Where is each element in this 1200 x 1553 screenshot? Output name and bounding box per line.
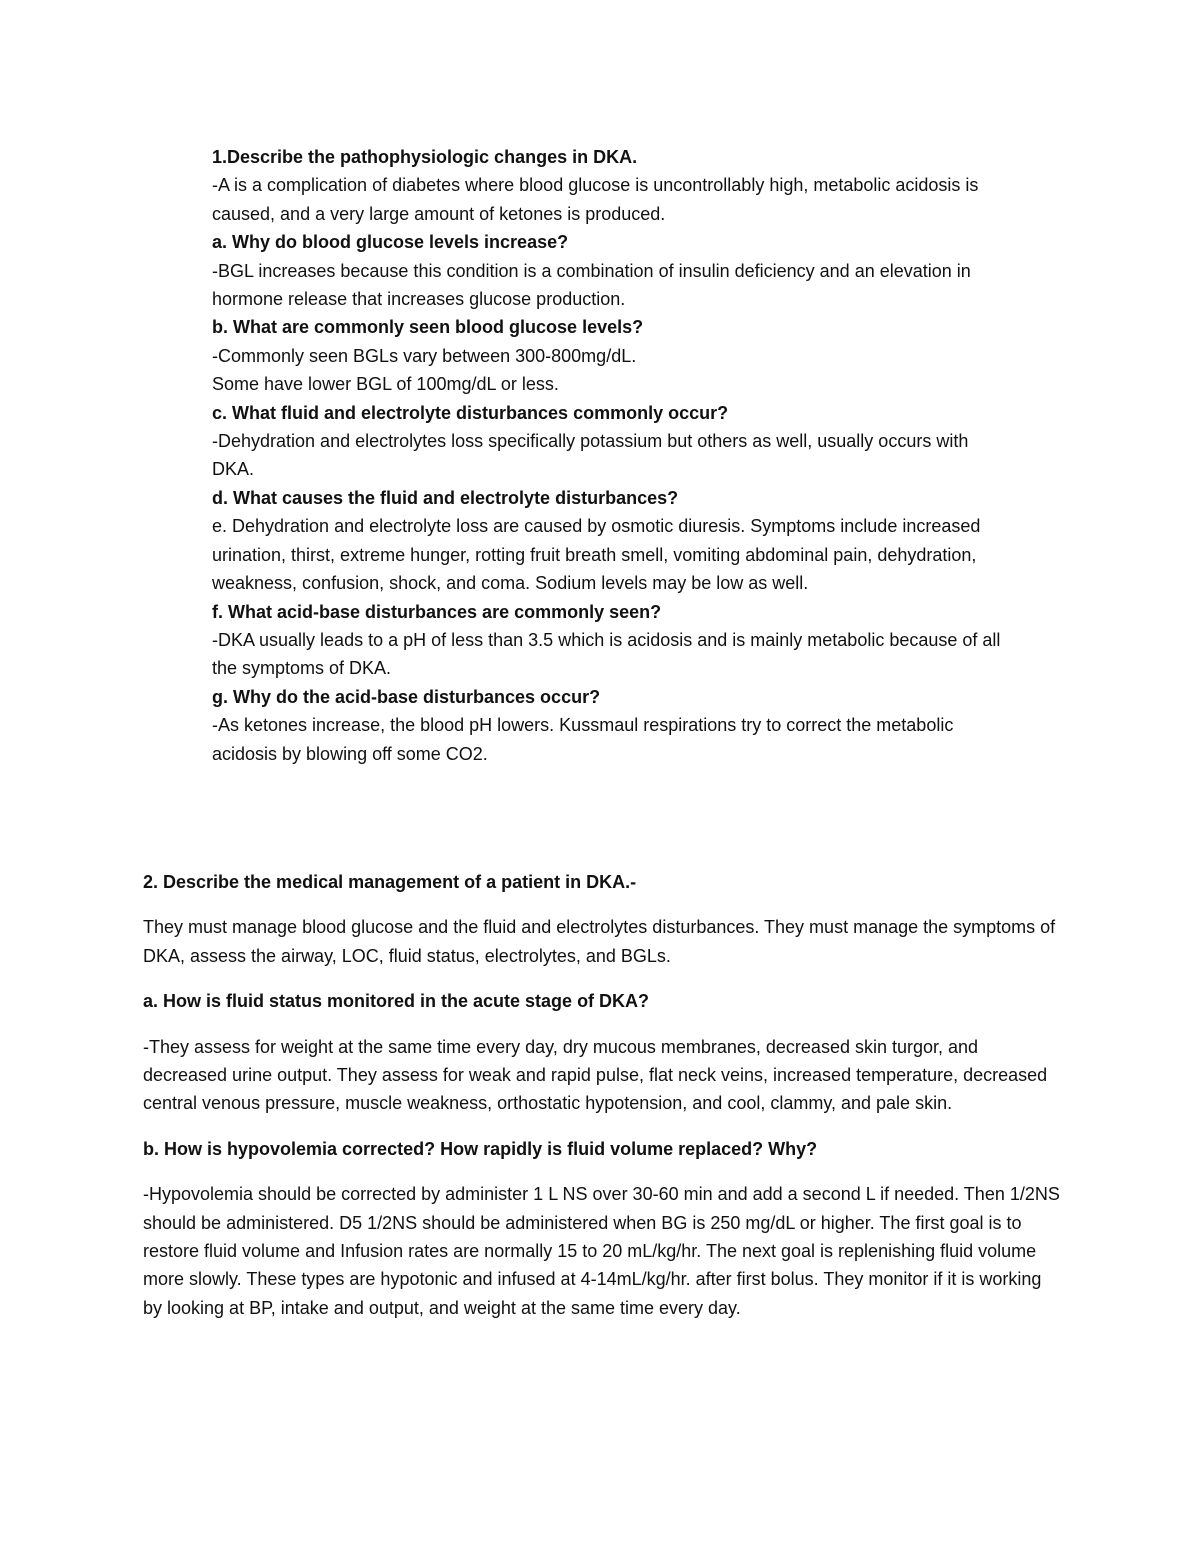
question-1c: c. What fluid and electrolyte disturbances commonly occur?: [212, 402, 729, 423]
section-2: [143, 868, 1063, 1339]
answer-1c: -Dehydration and electrolytes loss specifically potassium but others as well, usually occurs with DKA.: [212, 431, 969, 480]
answer-1b-continued: Some have lower BGL of 100mg/dL or less.: [212, 374, 559, 395]
question-1b: b. What are commonly seen blood glucose levels?: [212, 317, 644, 338]
question-1f: f. What acid-base disturbances are commonly seen?: [212, 601, 662, 622]
question-1a: a. Why do blood glucose levels increase?: [212, 232, 569, 253]
section-1-heading: 1.Describe the pathophysiologic changes in DKA.: [212, 147, 638, 167]
section-2-intro: They must manage blood glucose and the fluid and electrolytes disturbances. They must manage the symptoms of DKA, assess the airway, LOC, fluid status, electrolytes, and BGLs.: [143, 917, 1056, 966]
question-2b: b. How is hypovolemia corrected? How rapidly is fluid volume replaced? Why?: [143, 1138, 818, 1159]
answer-1f: -DKA usually leads to a pH of less than 3.5 which is acidosis and is mainly metabolic because of all the symptoms of DKA.: [212, 629, 1001, 679]
answer-1a: -BGL increases because this condition is a combination of insulin deficiency and an elevation in hormone release that increases glucose production.: [212, 260, 971, 310]
answer-2b: -Hypovolemia should be corrected by administer 1 L NS over 30-60 min and add a second L if needed. Then 1/2NS should be administered. D5 1/2NS should be administered when BG is 250 mg/dL or higher. The first goal is to restore fluid volume and Infusion rates are normally 15 to 20 mL/kg/hr. The next goal is replenishing fluid volume more slowly. These types are hypotonic and infused at 4-14mL/kg/hr. after first bolus. They monitor if it is working by looking at BP, intake and output, and weight at the same time every day.: [143, 1184, 1060, 1318]
question-1d: d. What causes the fluid and electrolyte disturbances?: [212, 487, 679, 508]
section-1: [212, 143, 1002, 768]
section-2-heading: 2. Describe the medical management of a patient in DKA.-: [143, 872, 637, 892]
section-1-intro: -A is a complication of diabetes where blood glucose is uncontrollably high, metabolic acidosis is caused, and a very large amount of ketones is produced.: [212, 175, 979, 224]
question-2a: a. How is fluid status monitored in the acute stage of DKA?: [143, 991, 650, 1012]
answer-2a: -They assess for weight at the same time every day, dry mucous membranes, decreased skin turgor, and decreased urine output. They assess for weak and rapid pulse, flat neck veins, increased temperature, decreased central venous pressure, muscle weakness, orthostatic hypotension, and cool, clammy, and pale skin.: [143, 1036, 1048, 1114]
answer-1b: -Commonly seen BGLs vary between 300-800mg/dL.: [212, 345, 637, 366]
answer-1d: e. Dehydration and electrolyte loss are caused by osmotic diuresis. Symptoms include increased urination, thirst, extreme hunger, rotting fruit breath smell, vomiting abdominal pain, dehydration, weakness, confusion, shock, and coma. Sodium levels may be low as well.: [212, 516, 981, 594]
answer-1g: -As ketones increase, the blood pH lowers. Kussmaul respirations try to correct the metabolic acidosis by blowing off some CO2.: [212, 715, 954, 764]
question-1g: g. Why do the acid-base disturbances occur?: [212, 686, 601, 707]
